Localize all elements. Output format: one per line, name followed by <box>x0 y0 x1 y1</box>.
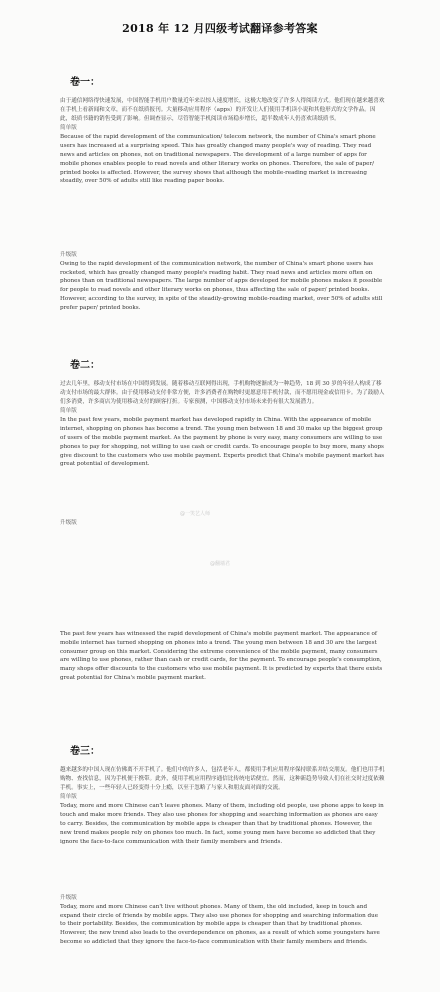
section-2-advanced-label: 升级版 <box>60 520 77 526</box>
section-3-advanced-label: 升级版 <box>60 895 77 901</box>
section-2-source-text: 过去几年里，移动支付市场在中国得到发展。随着移动互联网得出现，手机购物逐渐成为一种趋势，18 到 30 岁的年轻人构成了移动支付市场的最大群体。由于使用移动支付非常方便，许多消费者在购物时更愿意用手机付款，而不愿用现金或信用卡。为了鼓励人们多消费，许多商店为使用移动支付的顾客打折。专家预测，中国移动支付市场未来仍有很大发展潜力。 <box>60 381 385 405</box>
section-3-advanced-translation: Today, more and more Chinese can't live without phones. Many of them, the old included, keep in touch and expand their circle of friends by mobile apps. They also use phones for shopping and searching information due to their portability. Besides, the communication by mobile apps is cheaper than that by traditional phones. However, the new trend also leads to the overdependence on phones, as a result of which some youngsters have become so addicted that they ignore the face-to-face communication with their family members and friends. <box>60 903 380 946</box>
section-1-body <box>60 97 385 186</box>
section-3-advanced <box>60 893 385 947</box>
page-title: 2018 年 12 月四级考试翻译参考答案 <box>122 22 318 35</box>
watermark: @一笑艺人师 <box>180 511 211 517</box>
section-2-advanced <box>60 630 385 683</box>
section-3-source-text: 越来越多的中国人现在仿佛离不开手机了。他们中的许多人，包括老年人，都使用手机应用程序保持联系并结交朋友。他们也用手机购物、查找信息，因为手机便于携带。此外，使用手机应用程序通信比传统电话便宜。然而，这种新趋势导致人们在社交时过度依赖手机。事实上，一些年轻人已经变得十分上瘾，以至于忽略了与家人和朋友面对面的交流。 <box>60 767 385 791</box>
section-1-heading: 卷一： <box>70 77 100 88</box>
section-1-advanced-translation: Owing to the rapid development of the communication network, the number of China's smart phone users has rocketed, which has greatly changed many people's reading habit. They read news and articles more often on phones than on traditional newspapers. The large number of apps developed for mobile phones makes it possible for people to read novels and other literary works on phones, thus affecting the sale of paper/ printed books. However, according to the survey, in spite of the steadily-growing mobile-reading market, over 50% of adults still prefer paper/ printed books. <box>60 260 383 311</box>
section-1-advanced-label: 升级版 <box>60 252 77 258</box>
section-2-simple-translation: In the past few years, mobile payment market has developed rapidly in China. With the appearance of mobile internet, shopping on phones has become a trend. The young men between 18 and 30 make up the biggest group of users of the mobile payment market. As the payment by phone is very easy, many consumers are willing to use phones to pay for shopping, not willing to use cash or credit cards. To encourage people to buy more, many shops give discount to the customers who use mobile payment. Experts predict that China's mobile payment market has great potential of development. <box>60 417 385 468</box>
section-1-simple-label: 简单版 <box>60 125 77 132</box>
section-2-heading: 卷二： <box>70 360 100 371</box>
section-2-body <box>60 380 385 469</box>
section-1-advanced <box>60 250 385 313</box>
section-3-heading: 卷三： <box>70 746 100 757</box>
section-1-source-text: 由于通信网络得快速发展，中国智能手机用户数量近年来以惊人速度增长，这极大地改变了许多人得阅读方式。他们现在越来越喜欢在手机上看新闻和文章，而不在纸质报刊。大量移动应用程序（apps）的开发让人们使用手机读小说和其他形式的文学作品。因此，纸质书籍的销售受到了影响。但调查显示，尽管智能手机阅读市场稳步增长，超半数成年人仍喜欢读纸质书。 <box>60 98 385 122</box>
section-3-simple-label: 简单版 <box>60 794 77 801</box>
section-3-simple-translation: Today, more and more Chinese can't leave phones. Many of them, including old people, use phone apps to keep in touch and make more friends. They also use phones for shopping and searching information as phones are easy to carry. Besides, the communication by mobile apps is cheaper than that by traditional phones. However, the new trend makes people rely on phones too much. In fact, some young men have become so addicted that they ignore the face-to-face communication with their family members and friends. <box>60 803 384 845</box>
section-2-advanced-translation: The past few years has witnessed the rapid development of China's mobile payment market. The appearance of mobile internet has turned shopping on phones into a trend. The young men between 18 and 30 are the largest consumer group on this market. Considering the extreme convenience of the mobile payment, many consumers are willing to use phones, rather than cash or credit cards, for the payment. To encourage people's consumption, many shops offer discounts to the customers who use mobile payment. It is predicted by experts that there exists great potential for China's mobile payment market. <box>60 631 383 682</box>
section-3-body <box>60 766 385 846</box>
section-2-simple-label: 简单版 <box>60 408 77 415</box>
watermark: @翻墙君 <box>210 561 231 567</box>
section-1-simple-translation: Because of the rapid development of the communication/ telecom network, the number of China's smart phone users has increased at a surprising speed. This has greatly changed many people's way of reading. They read news and articles on phones, not on traditional newspapers. The development of a large number of apps for mobile phones enables people to read novels and other literary works on phones. Therefore, the sale of paper/ printed books is affected. However, the survey shows that although the mobile-reading market is increasing steadily, over 50% of adults still like reading paper books. <box>60 134 376 185</box>
